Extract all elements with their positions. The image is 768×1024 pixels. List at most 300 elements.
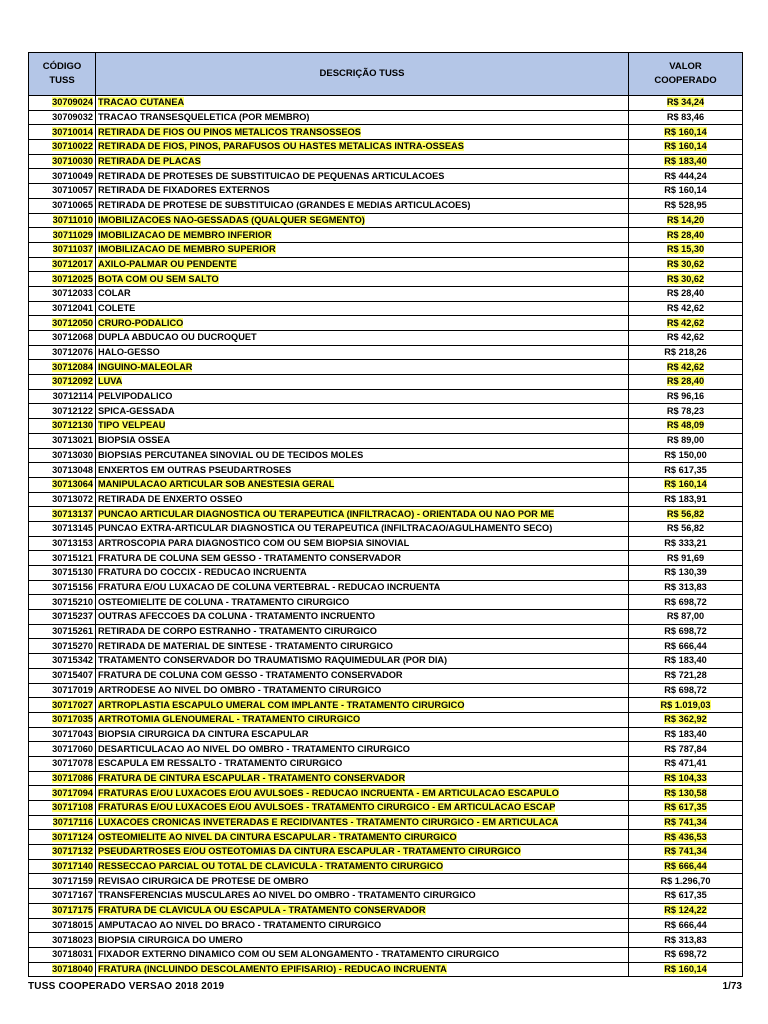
value-cell-text: R$ 30,62 [666, 273, 705, 284]
description-cell-text: OUTRAS AFECCOES DA COLUNA - TRATAMENTO INCRUENTO [98, 611, 375, 622]
code-cell-text: 30715342 [52, 655, 93, 666]
description-cell [96, 184, 629, 199]
table-row [29, 477, 743, 492]
description-cell-text: FRATURAS E/OU LUXACOES E/OU AVULSOES - REDUCAO INCRUENTA - EM ARTICULACAO ESCAPULO [98, 787, 559, 798]
table-row [29, 316, 743, 331]
code-cell-text: 30712130 [52, 420, 93, 431]
code-cell [29, 433, 96, 448]
table-row [29, 639, 743, 654]
code-cell [29, 874, 96, 889]
value-cell [629, 566, 743, 581]
code-cell-text: 30709024 [52, 97, 93, 108]
description-cell [96, 272, 629, 287]
table-row [29, 580, 743, 595]
code-cell-text: 30717116 [52, 817, 93, 828]
description-cell-text: TRACAO TRANSESQUELETICA (POR MEMBRO) [98, 112, 310, 123]
description-cell-text: FRATURA DE COLUNA COM GESSO - TRATAMENTO CONSERVADOR [98, 670, 403, 681]
value-cell-text: R$ 87,00 [666, 611, 705, 622]
table-header-row [29, 53, 743, 96]
table-row [29, 507, 743, 522]
code-cell [29, 257, 96, 272]
code-cell [29, 742, 96, 757]
description-cell [96, 580, 629, 595]
table-row [29, 404, 743, 419]
description-cell [96, 830, 629, 845]
code-cell-text: 30711029 [52, 229, 93, 240]
description-cell-text: ENXERTOS EM OUTRAS PSEUDARTROSES [98, 464, 292, 475]
description-cell-text: RETIRADA DE FIOS, PINOS, PARAFUSOS OU HASTES METALICAS INTRA-OSSEAS [98, 141, 464, 152]
value-cell [629, 830, 743, 845]
description-cell-text: IMOBILIZACAO DE MEMBRO SUPERIOR [98, 244, 276, 255]
value-cell [629, 815, 743, 830]
value-cell-text: R$ 698,72 [664, 949, 707, 960]
code-cell [29, 536, 96, 551]
description-cell [96, 492, 629, 507]
description-cell [96, 331, 629, 346]
table-row [29, 242, 743, 257]
code-cell [29, 845, 96, 860]
table-row [29, 624, 743, 639]
description-cell [96, 947, 629, 962]
description-cell [96, 712, 629, 727]
code-cell-text: 30710022 [52, 141, 93, 152]
value-cell-text: R$ 721,28 [664, 670, 707, 681]
table-row [29, 947, 743, 962]
footer-document-title: TUSS COOPERADO VERSAO 2018 2019 [28, 981, 225, 992]
description-cell-text: BIOPSIA CIRURGICA DA CINTURA ESCAPULAR [98, 728, 309, 739]
description-cell [96, 433, 629, 448]
value-cell-text: R$ 28,40 [666, 288, 705, 299]
code-cell-text: 30710030 [52, 156, 93, 167]
code-cell-text: 30717175 [52, 905, 93, 916]
value-cell-text: R$ 666,44 [664, 861, 707, 872]
table-row [29, 198, 743, 213]
value-cell [629, 712, 743, 727]
code-cell-text: 30712084 [52, 361, 93, 372]
code-cell-text: 30717043 [52, 728, 93, 739]
value-cell [629, 683, 743, 698]
description-cell [96, 801, 629, 816]
table-row [29, 859, 743, 874]
value-cell-text: R$ 42,62 [666, 302, 705, 313]
description-cell [96, 316, 629, 331]
code-cell-text: 30717060 [52, 743, 93, 754]
description-cell [96, 125, 629, 140]
description-cell [96, 154, 629, 169]
code-cell-text: 30717159 [52, 875, 93, 886]
value-cell [629, 859, 743, 874]
value-cell [629, 272, 743, 287]
value-cell-text: R$ 183,40 [664, 156, 707, 167]
table-row [29, 801, 743, 816]
description-cell-text: RETIRADA DE PLACAS [98, 156, 201, 167]
description-cell-text: RETIRADA DE MATERIAL DE SINTESE - TRATAMENTO CIRURGICO [98, 640, 393, 651]
code-cell-text: 30717094 [52, 787, 93, 798]
description-cell-text: COLETE [98, 302, 136, 313]
code-cell-text: 30717078 [52, 758, 93, 769]
table-row [29, 786, 743, 801]
table-body [29, 96, 743, 977]
table-row [29, 154, 743, 169]
description-cell [96, 375, 629, 390]
table-row [29, 228, 743, 243]
code-cell [29, 360, 96, 375]
value-cell-text: R$ 28,40 [666, 229, 705, 240]
table-row [29, 566, 743, 581]
value-cell [629, 742, 743, 757]
description-cell-text: INGUINO-MALEOLAR [98, 361, 193, 372]
value-cell [629, 301, 743, 316]
value-cell [629, 433, 743, 448]
value-cell-text: R$ 698,72 [664, 626, 707, 637]
description-cell-text: BIOPSIA OSSEA [98, 435, 171, 446]
value-cell-text: R$ 160,14 [664, 126, 707, 137]
description-cell-text: FRATURA DE CINTURA ESCAPULAR - TRATAMENTO CONSERVADOR [98, 772, 406, 783]
code-cell [29, 198, 96, 213]
value-cell [629, 375, 743, 390]
code-cell [29, 712, 96, 727]
description-cell [96, 595, 629, 610]
code-cell [29, 595, 96, 610]
code-cell [29, 507, 96, 522]
code-cell [29, 389, 96, 404]
code-cell [29, 404, 96, 419]
description-cell [96, 845, 629, 860]
table-row [29, 125, 743, 140]
description-cell [96, 889, 629, 904]
code-cell [29, 331, 96, 346]
code-cell-text: 30712025 [52, 273, 93, 284]
code-cell [29, 859, 96, 874]
value-cell-text: R$ 183,40 [664, 655, 707, 666]
value-cell-text: R$ 42,62 [666, 317, 705, 328]
description-cell-text: RETIRADA DE ENXERTO OSSEO [98, 493, 243, 504]
description-cell-text: ARTRODESE AO NIVEL DO OMBRO - TRATAMENTO CIRURGICO [98, 684, 382, 695]
code-cell [29, 184, 96, 199]
value-cell-text: R$ 160,14 [664, 185, 707, 196]
value-cell-text: R$ 741,34 [664, 817, 707, 828]
value-cell [629, 845, 743, 860]
table-row [29, 918, 743, 933]
code-cell [29, 903, 96, 918]
description-cell [96, 110, 629, 125]
code-cell-text: 30711010 [52, 214, 93, 225]
description-cell-text: PUNCAO EXTRA-ARTICULAR DIAGNOSTICA OU TERAPEUTICA (INFILTRACAO/AGULHAMENTO SECO) [98, 523, 553, 534]
value-cell [629, 624, 743, 639]
value-cell [629, 947, 743, 962]
description-cell-text: AXILO-PALMAR OU PENDENTE [98, 258, 237, 269]
value-cell [629, 889, 743, 904]
description-cell [96, 654, 629, 669]
code-cell-text: 30713021 [52, 435, 93, 446]
description-cell [96, 257, 629, 272]
code-cell [29, 830, 96, 845]
code-cell-text: 30717132 [52, 846, 93, 857]
description-cell-text: REVISAO CIRURGICA DE PROTESE DE OMBRO [98, 875, 309, 886]
description-cell-text: LUVA [98, 376, 123, 387]
table-row [29, 389, 743, 404]
description-cell [96, 903, 629, 918]
code-cell [29, 610, 96, 625]
value-cell [629, 463, 743, 478]
description-cell-text: TIPO VELPEAU [98, 420, 166, 431]
table-row [29, 712, 743, 727]
description-cell [96, 521, 629, 536]
code-cell-text: 30711037 [52, 244, 93, 255]
code-cell [29, 756, 96, 771]
description-cell-text: ARTROSCOPIA PARA DIAGNOSTICO COM OU SEM BIOPSIA SINOVIAL [98, 537, 410, 548]
code-header-line1: CÓDIGO [42, 61, 82, 72]
value-cell-text: R$ 362,92 [664, 714, 707, 725]
description-cell-text: FIXADOR EXTERNO DINAMICO COM OU SEM ALONGAMENTO - TRATAMENTO CIRURGICO [98, 949, 500, 960]
value-cell-text: R$ 42,62 [666, 332, 705, 343]
description-cell-text: BOTA COM OU SEM SALTO [98, 273, 219, 284]
description-cell-text: AMPUTACAO AO NIVEL DO BRACO - TRATAMENTO CIRURGICO [98, 919, 382, 930]
description-cell-text: PUNCAO ARTICULAR DIAGNOSTICA OU TERAPEUTICA (INFILTRACAO) - ORIENTADA OU NAO POR ME [98, 508, 555, 519]
value-cell [629, 595, 743, 610]
value-cell-text: R$ 83,46 [666, 112, 705, 123]
code-cell [29, 639, 96, 654]
code-cell-text: 30713145 [52, 523, 93, 534]
value-cell [629, 698, 743, 713]
description-cell [96, 815, 629, 830]
value-cell [629, 639, 743, 654]
value-cell [629, 521, 743, 536]
table-row [29, 448, 743, 463]
code-cell [29, 272, 96, 287]
value-cell-text: R$ 313,83 [664, 582, 707, 593]
code-cell [29, 301, 96, 316]
value-cell [629, 492, 743, 507]
table-row [29, 286, 743, 301]
table-row [29, 962, 743, 977]
description-cell-text: ESCAPULA EM RESSALTO - TRATAMENTO CIRURGICO [98, 758, 343, 769]
value-cell-text: R$ 150,00 [664, 449, 707, 460]
code-cell [29, 419, 96, 434]
description-cell [96, 742, 629, 757]
code-cell-text: 30717108 [52, 802, 93, 813]
value-cell-text: R$ 1.296,70 [660, 875, 711, 886]
code-cell [29, 463, 96, 478]
description-cell [96, 698, 629, 713]
description-cell [96, 727, 629, 742]
code-cell [29, 786, 96, 801]
description-cell [96, 610, 629, 625]
value-cell [629, 874, 743, 889]
description-cell [96, 140, 629, 155]
description-cell-text: FRATURA DO COCCIX - REDUCAO INCRUENTA [98, 567, 307, 578]
code-cell-text: 30710057 [52, 185, 93, 196]
code-cell [29, 140, 96, 155]
value-cell-text: R$ 436,53 [664, 831, 707, 842]
code-cell-text: 30712068 [52, 332, 93, 343]
description-cell-text: DUPLA ABDUCAO OU DUCROQUET [98, 332, 257, 343]
value-cell-text: R$ 471,41 [664, 758, 707, 769]
description-cell-text: ARTROTOMIA GLENOUMERAL - TRATAMENTO CIRURGICO [98, 714, 361, 725]
code-cell [29, 521, 96, 536]
code-column-header [29, 53, 96, 96]
table-row [29, 360, 743, 375]
table-row [29, 375, 743, 390]
description-cell [96, 918, 629, 933]
description-cell [96, 345, 629, 360]
table-row [29, 184, 743, 199]
table-row [29, 889, 743, 904]
description-cell [96, 301, 629, 316]
code-cell-text: 30713048 [52, 464, 93, 475]
description-cell [96, 859, 629, 874]
description-cell-text: OSTEOMIELITE AO NIVEL DA CINTURA ESCAPULAR - TRATAMENTO CIRURGICO [98, 831, 457, 842]
code-cell-text: 30717086 [52, 772, 93, 783]
value-cell-text: R$ 444,24 [664, 170, 707, 181]
value-cell-text: R$ 104,33 [664, 772, 707, 783]
value-cell-text: R$ 787,84 [664, 743, 707, 754]
code-cell-text: 30715270 [52, 640, 93, 651]
description-cell [96, 771, 629, 786]
value-cell-text: R$ 183,40 [664, 728, 707, 739]
description-cell-text: FRATURA DE CLAVICULA OU ESCAPULA - TRATAMENTO CONSERVADOR [98, 905, 426, 916]
code-cell-text: 30712122 [52, 405, 93, 416]
value-cell [629, 918, 743, 933]
description-cell [96, 286, 629, 301]
value-cell-text: R$ 15,30 [666, 244, 705, 255]
table-row [29, 301, 743, 316]
description-cell-text: RESSECCAO PARCIAL OU TOTAL DE CLAVICULA - TRATAMENTO CIRURGICO [98, 861, 444, 872]
code-cell [29, 683, 96, 698]
description-cell-text: FRATURA E/OU LUXACAO DE COLUNA VERTEBRAL - REDUCAO INCRUENTA [98, 582, 441, 593]
table-row [29, 110, 743, 125]
value-cell [629, 507, 743, 522]
code-cell-text: 30712041 [52, 302, 93, 313]
value-column-header [629, 53, 743, 96]
description-cell-text: RETIRADA DE CORPO ESTRANHO - TRATAMENTO CIRURGICO [98, 626, 377, 637]
value-cell-text: R$ 666,44 [664, 919, 707, 930]
table-row [29, 551, 743, 566]
description-cell-text: PSEUDARTROSES E/OU OSTEOTOMIAS DA CINTURA ESCAPULAR - TRATAMENTO CIRURGICO [98, 846, 521, 857]
table-row [29, 933, 743, 948]
value-cell-text: R$ 160,14 [664, 963, 707, 974]
description-cell [96, 566, 629, 581]
description-cell [96, 96, 629, 111]
code-cell-text: 30713072 [52, 493, 93, 504]
description-cell [96, 507, 629, 522]
code-cell [29, 110, 96, 125]
value-cell-text: R$ 698,72 [664, 596, 707, 607]
code-cell-text: 30712114 [52, 391, 93, 402]
description-cell-text: MANIPULACAO ARTICULAR SOB ANESTESIA GERAL [98, 479, 335, 490]
code-cell [29, 947, 96, 962]
value-cell [629, 727, 743, 742]
description-cell-text: RETIRADA DE FIXADORES EXTERNOS [98, 185, 270, 196]
code-cell-text: 30717035 [52, 714, 93, 725]
description-cell [96, 933, 629, 948]
value-cell [629, 786, 743, 801]
code-cell [29, 668, 96, 683]
code-cell [29, 286, 96, 301]
table-row [29, 698, 743, 713]
code-cell [29, 771, 96, 786]
table-row [29, 756, 743, 771]
code-cell [29, 125, 96, 140]
table-row [29, 903, 743, 918]
value-cell-text: R$ 333,21 [664, 537, 707, 548]
table-row [29, 536, 743, 551]
description-cell [96, 419, 629, 434]
table-row [29, 742, 743, 757]
code-cell-text: 30715237 [52, 611, 93, 622]
value-cell-text: R$ 617,35 [664, 802, 707, 813]
code-cell-text: 30709032 [52, 112, 93, 123]
description-cell-text: DESARTICULACAO AO NIVEL DO OMBRO - TRATAMENTO CIRURGICO [98, 743, 410, 754]
value-cell [629, 756, 743, 771]
code-header-line2: TUSS [49, 75, 75, 86]
code-cell [29, 448, 96, 463]
code-cell-text: 30715156 [52, 582, 93, 593]
description-cell [96, 477, 629, 492]
description-cell-text: OSTEOMIELITE DE COLUNA - TRATAMENTO CIRURGICO [98, 596, 350, 607]
table-row [29, 419, 743, 434]
value-cell-text: R$ 130,39 [664, 567, 707, 578]
value-cell-text: R$ 666,44 [664, 640, 707, 651]
code-cell [29, 154, 96, 169]
description-cell-text: TRATAMENTO CONSERVADOR DO TRAUMATISMO RAQUIMEDULAR (POR DIA) [98, 655, 448, 666]
code-cell-text: 30718040 [52, 963, 93, 974]
code-cell-text: 30713137 [52, 508, 93, 519]
description-cell [96, 624, 629, 639]
description-cell-text: BIOPSIAS PERCUTANEA SINOVIAL OU DE TECIDOS MOLES [98, 449, 364, 460]
code-cell-text: 30713153 [52, 537, 93, 548]
value-cell [629, 419, 743, 434]
value-cell-text: R$ 183,91 [664, 493, 707, 504]
description-cell-text: LUXACOES CRONICAS INVETERADAS E RECIDIVANTES - TRATAMENTO CIRURGICO - EM ARTICULACA [98, 817, 559, 828]
value-cell-text: R$ 48,09 [666, 420, 705, 431]
description-cell [96, 874, 629, 889]
description-cell [96, 213, 629, 228]
description-cell-text: IMOBILIZACOES NAO-GESSADAS (QUALQUER SEGMENTO) [98, 214, 365, 225]
value-cell [629, 331, 743, 346]
value-cell-text: R$ 56,82 [666, 508, 705, 519]
table-row [29, 845, 743, 860]
value-cell-text: R$ 130,58 [664, 787, 707, 798]
value-cell-text: R$ 218,26 [664, 347, 707, 358]
table-row [29, 874, 743, 889]
table-row [29, 771, 743, 786]
description-cell-text: PELVIPODALICO [98, 391, 173, 402]
value-cell [629, 140, 743, 155]
value-cell [629, 668, 743, 683]
description-cell [96, 668, 629, 683]
value-cell [629, 169, 743, 184]
code-cell [29, 242, 96, 257]
footer-page-number: 1/73 [722, 981, 742, 992]
value-cell [629, 551, 743, 566]
code-cell [29, 566, 96, 581]
value-cell [629, 110, 743, 125]
code-cell [29, 815, 96, 830]
code-cell [29, 551, 96, 566]
code-cell-text: 30715121 [52, 552, 93, 563]
code-cell [29, 492, 96, 507]
description-cell [96, 169, 629, 184]
tuss-price-table [28, 52, 743, 977]
code-cell [29, 316, 96, 331]
table-row [29, 683, 743, 698]
value-header-line2: COOPERADO [654, 75, 717, 86]
table-row [29, 96, 743, 111]
value-cell-text: R$ 698,72 [664, 684, 707, 695]
table-row [29, 433, 743, 448]
description-cell [96, 198, 629, 213]
